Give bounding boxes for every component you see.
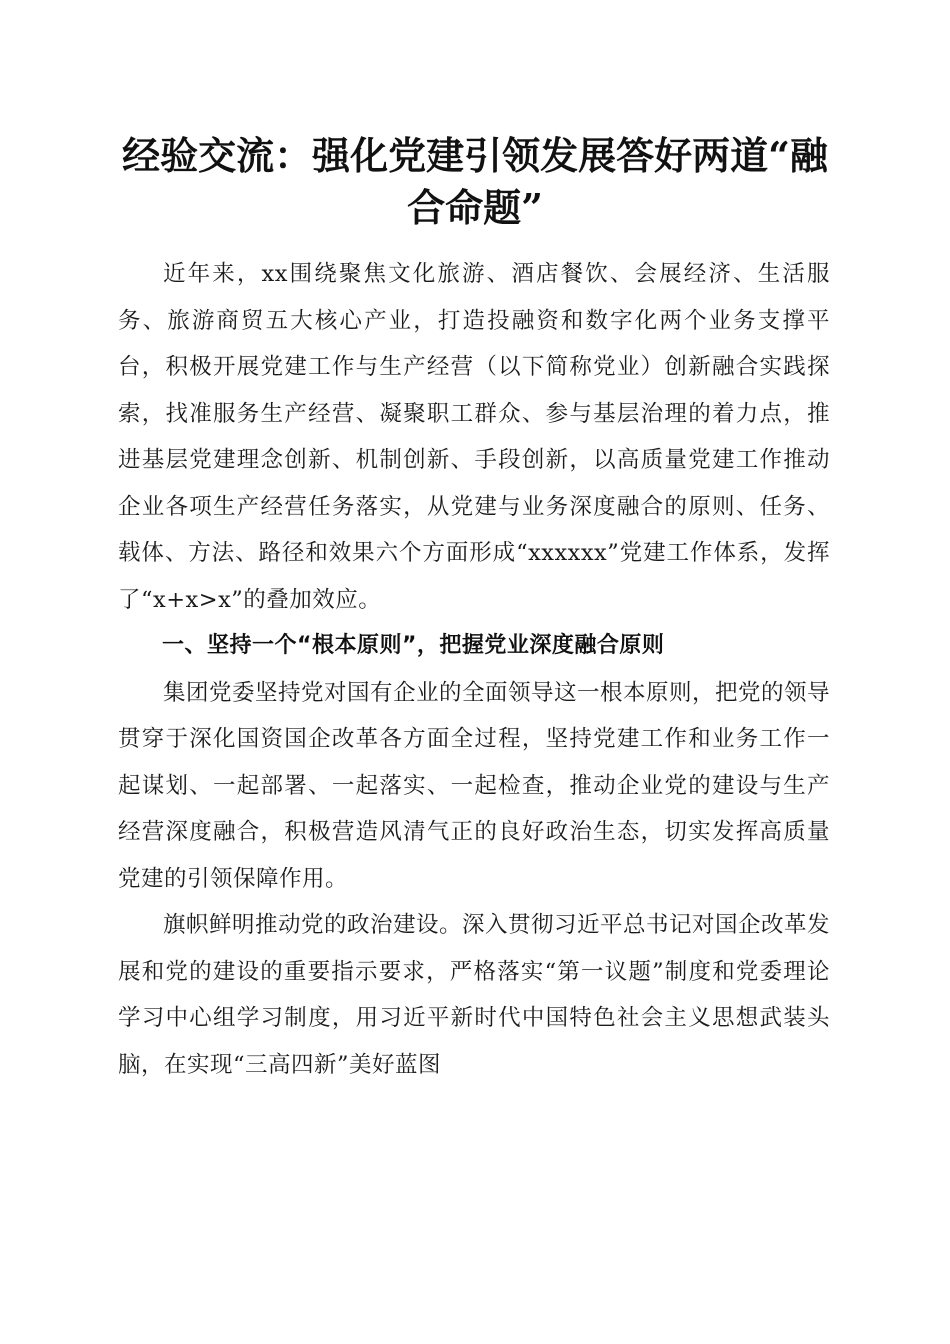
document-body	[118, 251, 830, 1088]
document-title: 经验交流：强化党建引领发展答好两道“融合命题”	[122, 133, 828, 230]
section-heading-1: 一、坚持一个“根本原则”，把握党业深度融合原则	[162, 633, 665, 658]
section-1-paragraph-2: 旗帜鲜明推动党的政治建设。深入贯彻习近平总书记对国企改革发展和党的建设的重要指示要求，严格落实“第一议题”制度和党委理论学习中心组学习制度，用习近平新时代中国特色社会主义思想武装头脑，在实现“三高四新”美好蓝图	[118, 912, 831, 1078]
section-1-paragraph-1: 集团党委坚持党对国有企业的全面领导这一根本原则，把党的领导贯穿于深化国资国企改革各方面全过程，坚持党建工作和业务工作一起谋划、一起部署、一起落实、一起检查，推动企业党的建设与生产经营深度融合，积极营造风清气正的良好政治生态，切实发挥高质量党建的引领保障作用。	[118, 679, 831, 892]
intro-paragraph: 近年来，xx围绕聚焦文化旅游、酒店餐饮、会展经济、生活服务、旅游商贸五大核心产业，打造投融资和数字化两个业务支撑平台，积极开展党建工作与生产经营（以下简称党业）创新融合实践探索，找准服务生产经营、凝聚职工群众、参与基层治理的着力点，推进基层党建理念创新、机制创新、手段创新，以高质量党建工作推动企业各项生产经营任务落实，从党建与业务深度融合的原则、任务、载体、方法、路径和效果六个方面形成“xxxxxx”党建工作体系，发挥了“x+x>x”的叠加效应。	[118, 261, 830, 613]
